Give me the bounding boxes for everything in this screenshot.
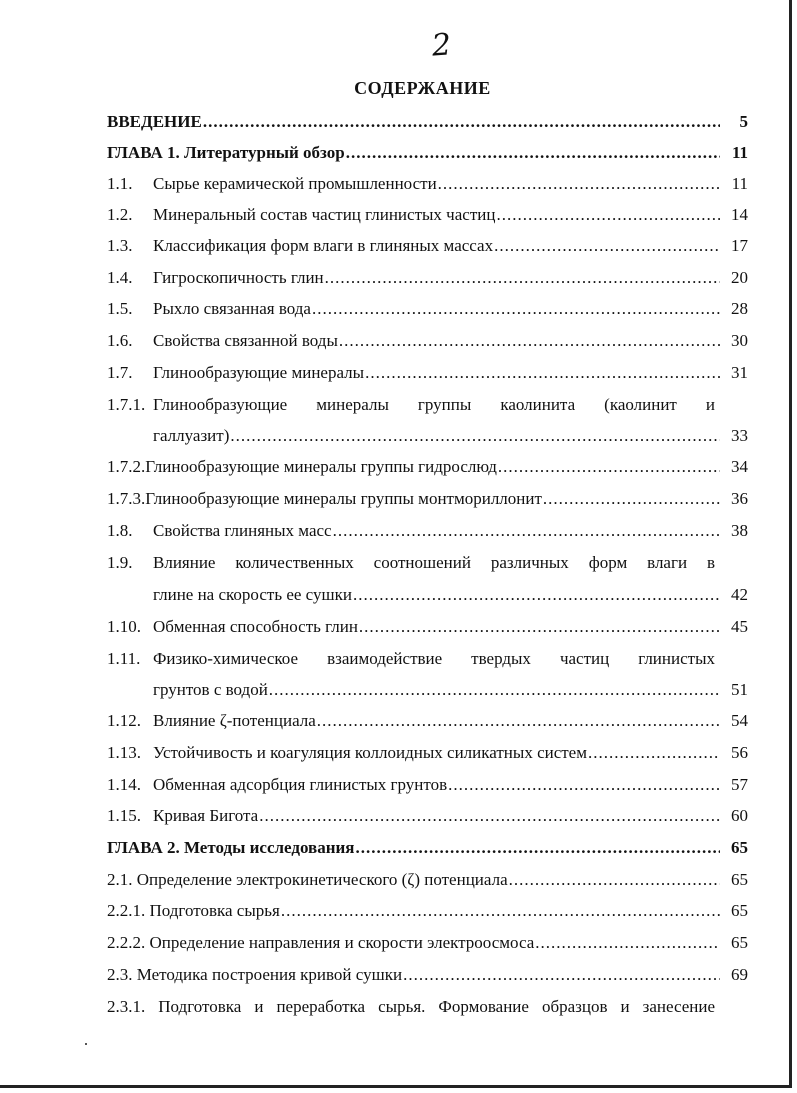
toc-entry[interactable]: 1.5. Рыхло связанная вода ..... 28 [107,299,748,319]
toc-entry[interactable]: 1.7.3. Глинообразующие минералы группы монтмориллонит ..... 36 [107,489,748,509]
toc-entry[interactable]: 2.3. Методика построения кривой сушки ..... 69 [107,965,748,985]
toc-entry[interactable]: 1.6. Свойства связанной воды ..... 30 [107,331,748,351]
toc-entry[interactable]: 2.1. Определение электрокинетического (ζ) потенциала ..... 65 [107,870,748,890]
toc-entry[interactable]: 2.3.1. Подготовка и переработка сырья. Формование образцов и занесение [107,997,715,1016]
toc-entry[interactable]: 1.2. Минеральный состав частиц глинистых частиц ..... 14 [107,205,748,225]
toc-entry-chapter-2[interactable]: ГЛАВА 2. Методы исследования ..... 65 [107,838,748,858]
toc-entry[interactable]: 1.9. Влияние количественных соотношений различных форм влаги в [107,553,715,572]
toc-entry-continuation[interactable]: грунтов с водой ..... 51 [153,680,748,700]
toc-entry[interactable]: 1.11. Физико-химическое взаимодействие твердых частиц глинистых [107,649,715,668]
toc-entry[interactable]: 1.7.1. Глинообразующие минералы группы каолинита (каолинит и [107,395,715,414]
toc-entry[interactable]: 1.12. Влияние ζ-потенциала ..... 54 [107,711,748,731]
toc-entry-introduction[interactable]: ВВЕДЕНИЕ ..... 5 [107,112,748,132]
toc-entry[interactable]: 1.7. Глинообразующие минералы ..... 31 [107,363,748,383]
toc-entry[interactable]: 1.8. Свойства глиняных масс ..... 38 [107,521,748,541]
toc-entry-chapter-1[interactable]: ГЛАВА 1. Литературный обзор ..... 11 [107,143,748,163]
toc-title: СОДЕРЖАНИЕ [354,78,491,98]
toc-entry[interactable]: 1.7.2. Глинообразующие минералы группы гидрослюд ..... 34 [107,457,748,477]
handwritten-page-number: 2 [430,27,453,64]
scan-speck [85,1043,87,1045]
toc-entry[interactable]: 1.10. Обменная способность глин ..... 45 [107,617,748,637]
toc-entry[interactable]: 1.4. Гигроскопичность глин ..... 20 [107,268,748,288]
toc-entry-continuation[interactable]: галлуазит) ..... 33 [153,426,748,446]
toc-entry[interactable]: 1.15. Кривая Бигота ..... 60 [107,806,748,826]
toc-entry[interactable]: 1.13. Устойчивость и коагуляция коллоидных силикатных систем ..... 56 [107,743,748,763]
toc-entry[interactable]: 2.2.1. Подготовка сырья ..... 65 [107,901,748,921]
toc-entry[interactable]: 1.3. Классификация форм влаги в глиняных массах ..... 17 [107,236,748,256]
toc-entry[interactable]: 2.2.2. Определение направления и скорости электроосмоса ..... 65 [107,933,748,953]
toc-entry[interactable]: 1.14. Обменная адсорбция глинистых грунтов ..... 57 [107,775,748,795]
toc-entry[interactable]: 1.1. Сырье керамической промышленности ..... 11 [107,174,748,194]
toc-entry-continuation[interactable]: глине на скорость ее сушки ..... 42 [153,585,748,605]
